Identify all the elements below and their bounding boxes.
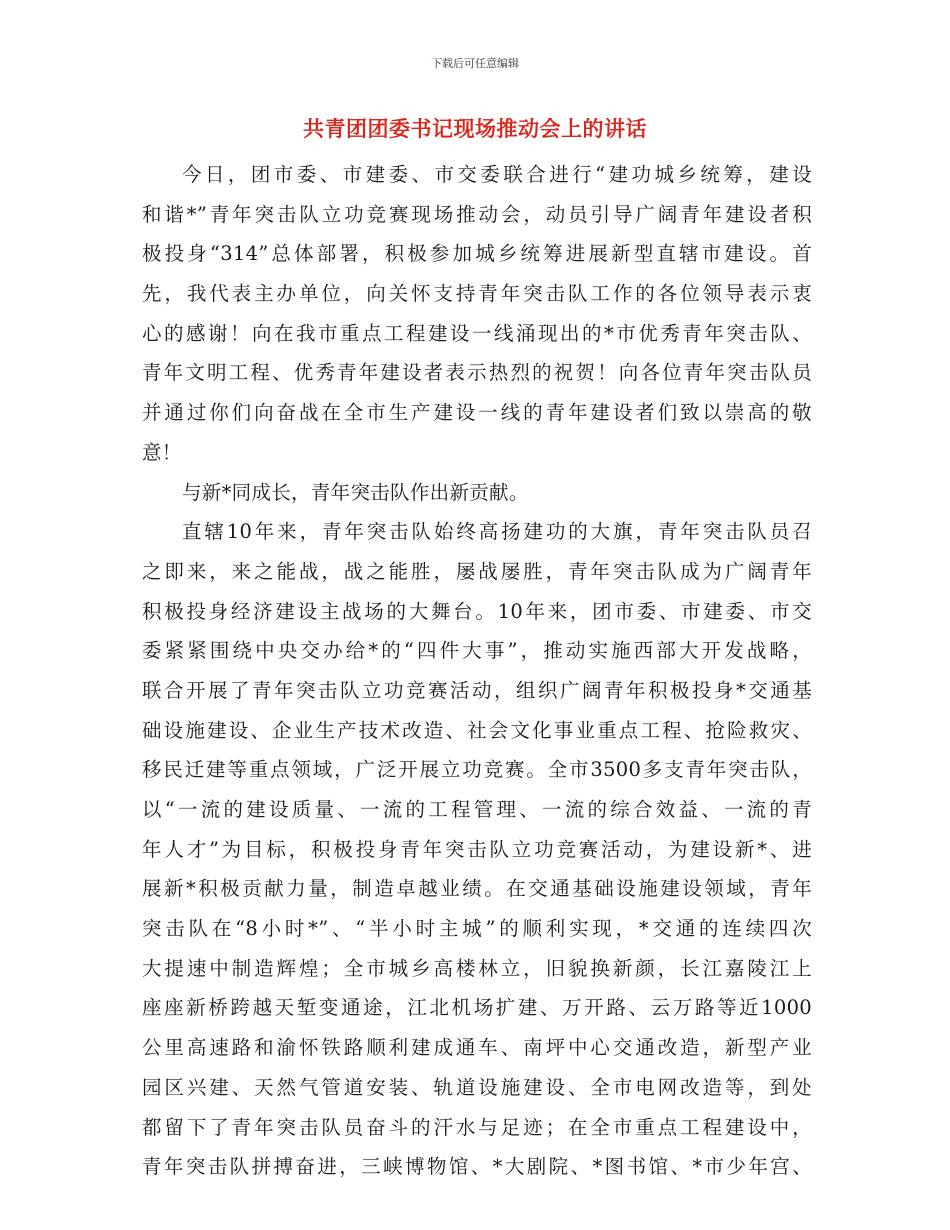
body-text-line: 极投身“314”总体部署，积极参加城乡统筹进展新型直辖市建设。首 xyxy=(142,242,812,266)
header-note: 下载后可任意编辑 xyxy=(431,57,519,70)
body-text-line: 积极投身经济建设主战场的大舞台。10年来，团市委、市建委、市交 xyxy=(142,599,812,623)
body-text-line: 年人才”为目标，积极投身青年突击队立功竞赛活动，为建设新*、进 xyxy=(142,837,812,861)
body-text-line: 展新*积极贡献力量，制造卓越业绩。在交通基础设施建设领域，青年 xyxy=(142,877,812,901)
body-text-line: 心的感谢！向在我市重点工程建设一线涌现出的*市优秀青年突击队、 xyxy=(142,321,812,345)
body-text-line: 并通过你们向奋战在全市生产建设一线的青年建设者们致以崇高的敬 xyxy=(142,401,812,425)
body-text-line: 都留下了青年突击队员奋斗的汗水与足迹；在全市重点工程建设中， xyxy=(142,1115,812,1139)
body-text-line: 青年突击队拼搏奋进，三峡博物馆、*大剧院、*图书馆、*市少年宫、 xyxy=(142,1155,812,1179)
body-text-line: 青年文明工程、优秀青年建设者表示热烈的祝贺！向各位青年突击队员 xyxy=(142,361,812,385)
body-text-line: 今日，团市委、市建委、市交委联合进行“建功城乡统筹，建设 xyxy=(182,163,812,186)
body-text-line: 础设施建设、企业生产技术改造、社会文化事业重点工程、抢险救灾、 xyxy=(142,718,812,742)
body-text-line: 大提速中制造辉煌；全市城乡高楼林立，旧貌换新颜，长江嘉陵江上 xyxy=(142,956,812,980)
body-text-line: 公里高速路和渝怀铁路顺利建成通车、南坪中心交通改造，新型产业 xyxy=(142,1036,812,1060)
body-text-line: 委紧紧围绕中央交办给*的“四件大事”，推动实施西部大开发战略， xyxy=(142,639,812,663)
body-text-line: 和谐*”青年突击队立功竞赛现场推动会，动员引导广阔青年建设者积 xyxy=(142,202,812,226)
body-text-line: 以“一流的建设质量、一流的工程管理、一流的综合效益、一流的青 xyxy=(142,798,812,821)
body-text-line: 园区兴建、天然气管道安装、轨道设施建设、全市电网改造等，到处 xyxy=(142,1075,812,1099)
document-title: 共青团团委书记现场推动会上的讲话 xyxy=(303,116,647,141)
body-text-line: 突击队在“8小时*”、“半小时主城”的顺利实现，*交通的连续四次 xyxy=(142,917,812,941)
body-text-line: 联合开展了青年突击队立功竞赛活动，组织广阔青年积极投身*交通基 xyxy=(142,678,812,702)
body-text-line: 移民迁建等重点领域，广泛开展立功竞赛。全市3500多支青年突击队， xyxy=(142,758,812,782)
body-text-line: 与新*同成长，青年突击队作出新贡献。 xyxy=(182,480,529,504)
body-text-line: 之即来，来之能战，战之能胜，屡战屡胜，青年突击队成为广阔青年 xyxy=(142,559,812,583)
body-text-line: 直辖10年来，青年突击队始终高扬建功的大旗，青年突击队员召 xyxy=(182,520,812,544)
body-text-line: 座座新桥跨越天堑变通途，江北机场扩建、万开路、云万路等近1000 xyxy=(142,996,812,1020)
body-text-line: 先，我代表主办单位，向关怀支持青年突击队工作的各位领导表示衷 xyxy=(142,282,812,306)
document-body xyxy=(142,155,812,1187)
body-text-line: 意！ xyxy=(142,440,182,464)
